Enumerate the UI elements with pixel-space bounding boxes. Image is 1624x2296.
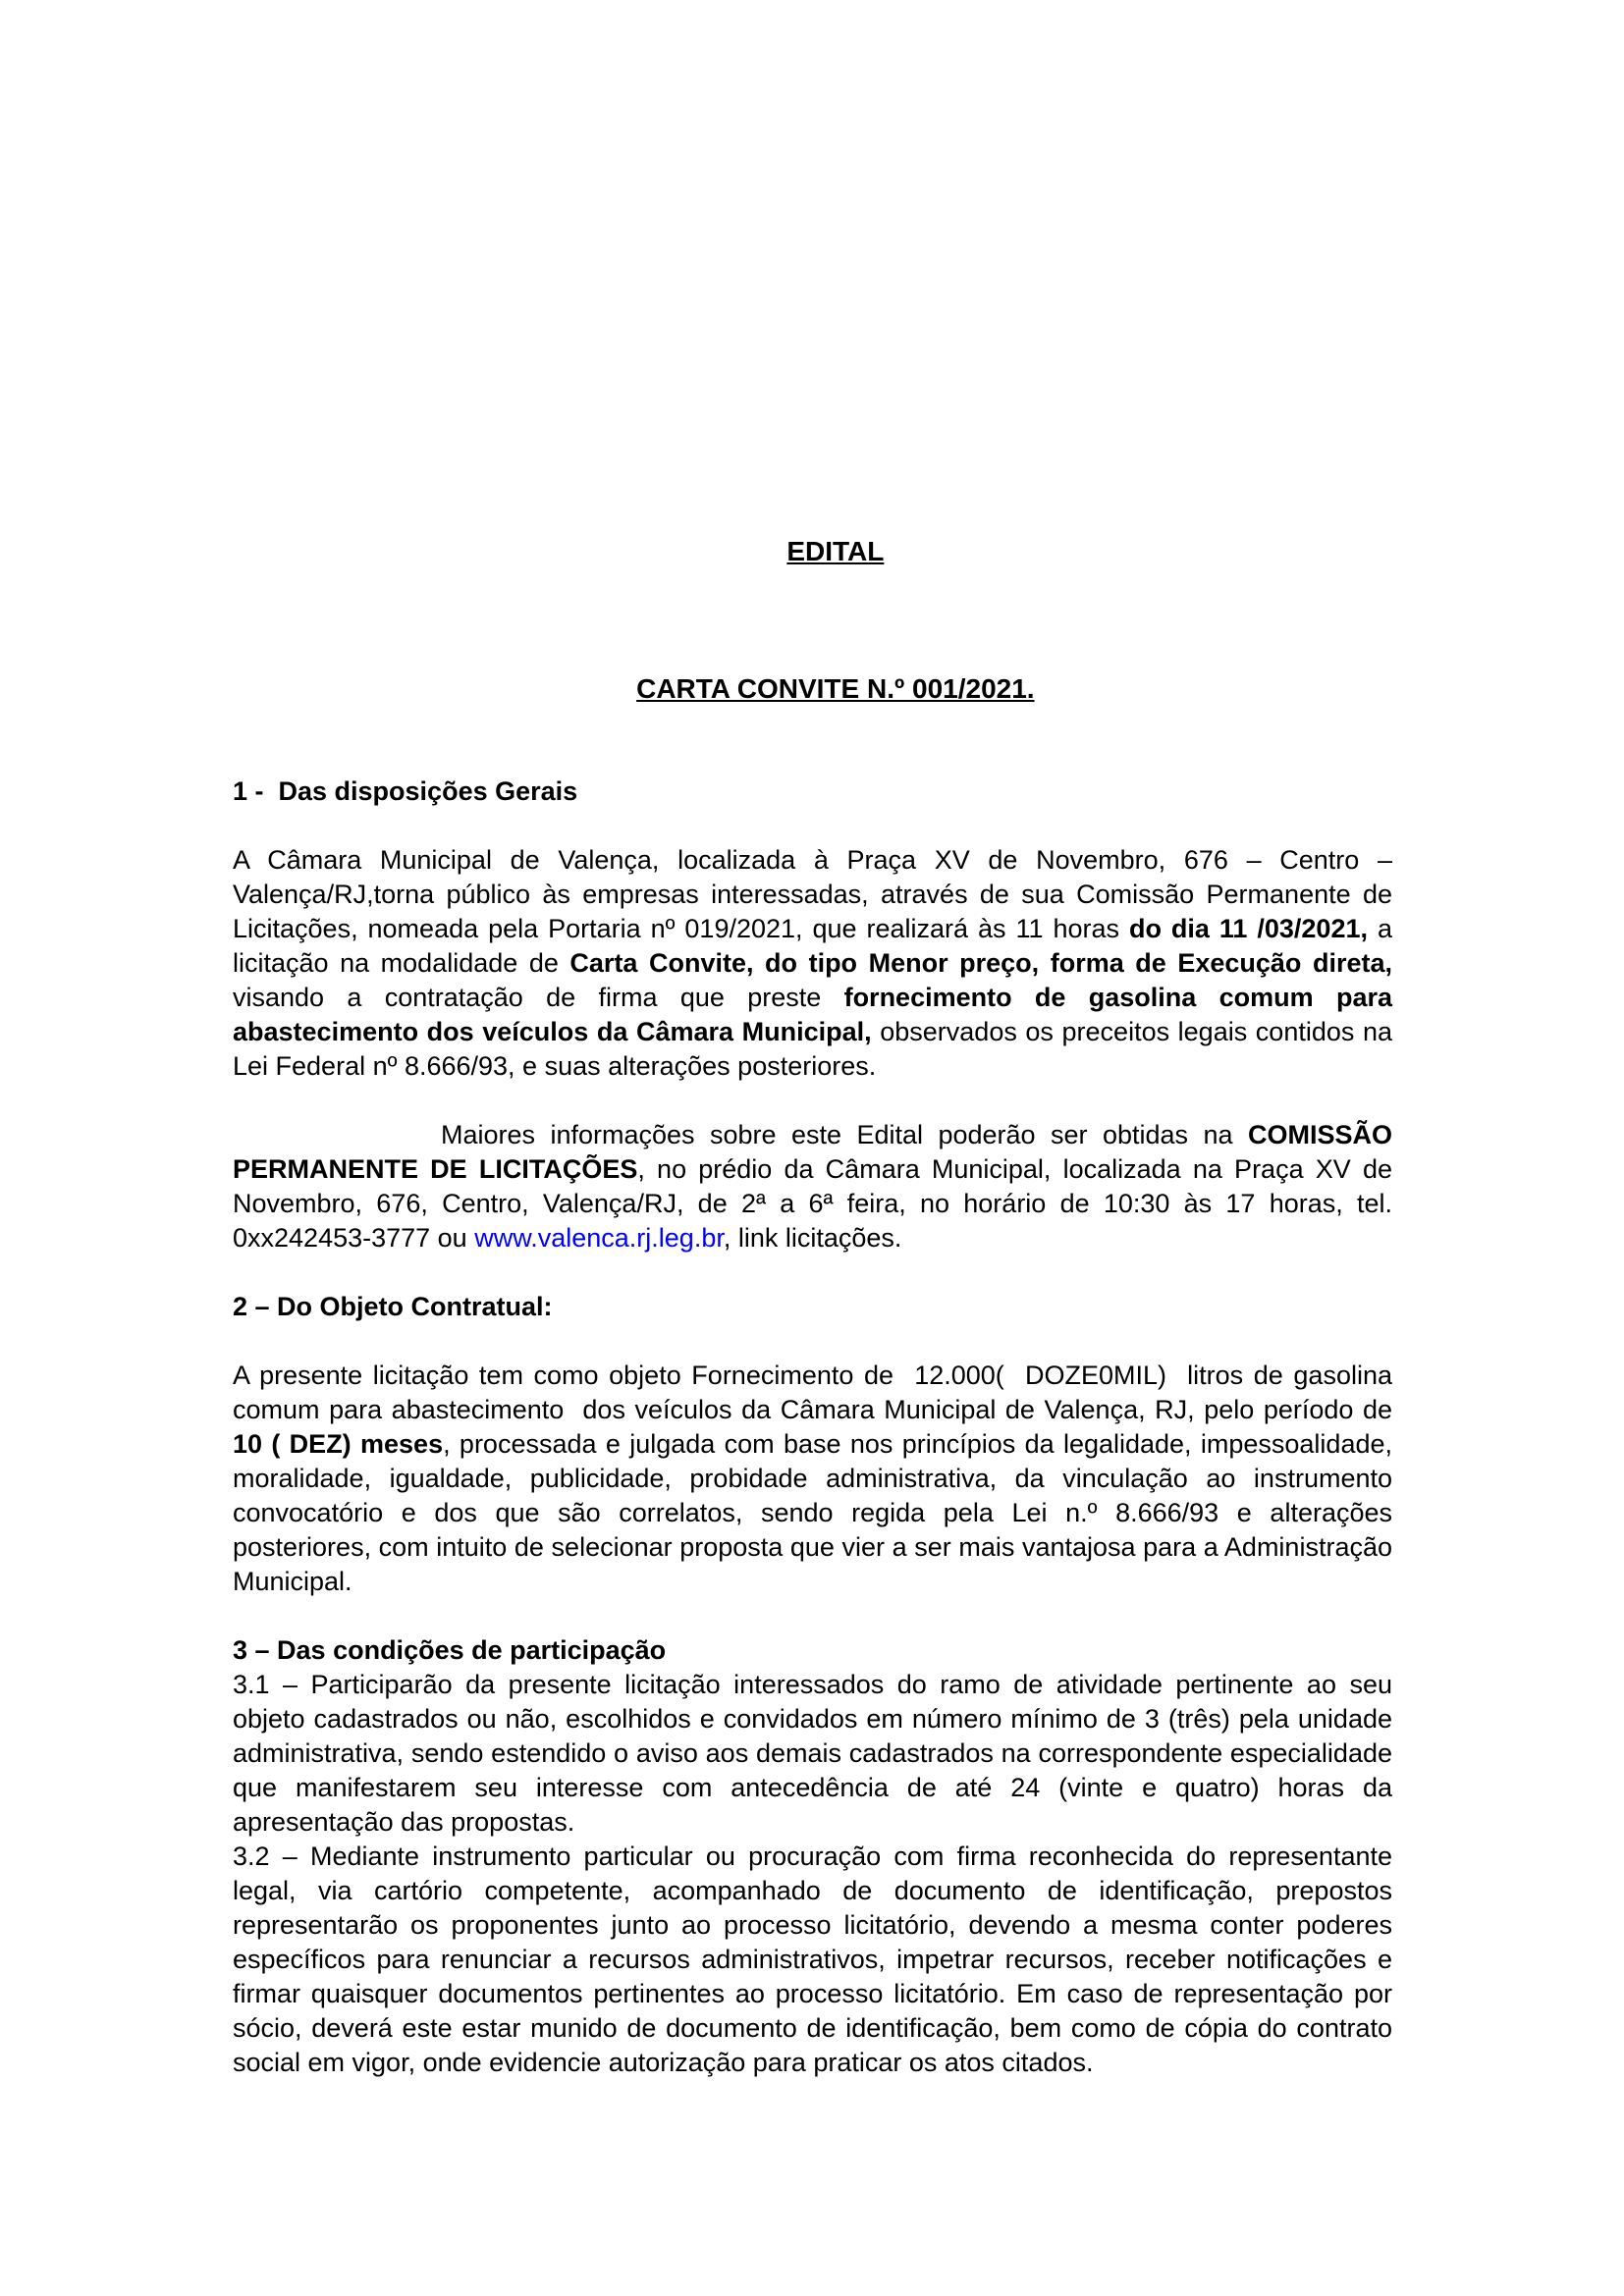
text-run: A Câmara Municipal de Valença, localizada à Praça XV de Novembro, 676 – Centro – Valença/RJ,torna público às empresas interessadas, através de sua Comissão Permanente de Licitações, nomeada pela Portaria nº 019/2021, que realizará às 11 horas <box>233 845 1400 943</box>
doc-subtitle <box>233 637 1392 740</box>
text-run: do dia 11 /03/2021, <box>1128 914 1368 943</box>
info-paragraph <box>233 1118 1400 1255</box>
section-1-heading <box>233 774 1392 809</box>
text-run: fornecimento de gasolina comum para abastecimento dos veículos da Câmara Municipal <box>233 983 1400 1046</box>
section-2-heading <box>233 1290 1392 1324</box>
text-run: observados os preceitos legais contidos na Lei Federal nº 8.666/93, e suas alterações posteriores. <box>233 1017 1400 1081</box>
text-run: A presente licitação tem como objeto Fornecimento de 12.000( DOZE0MIL) litros de gasolina comum para abastecimento dos veículos da Câmara Municipal de Valença, RJ, pelo período de <box>233 1361 1400 1424</box>
text-run: 3 – Das condições de participação <box>233 1635 667 1665</box>
text-run: , <box>864 1017 872 1046</box>
doc-title <box>233 500 1392 603</box>
text-run: a licitação na modalidade de <box>233 914 1400 978</box>
text-run: visando a contratação de firma que preste <box>233 948 1400 1012</box>
section-3-1-paragraph <box>233 1668 1400 1840</box>
document-content <box>233 500 1400 2114</box>
text-run: Maiores informações sobre este Edital poderão ser obtidas na <box>441 1120 1248 1149</box>
text-run: 2 – Do Objeto Contratual: <box>233 1292 553 1321</box>
doc-subtitle-text: CARTA CONVITE N.º 001/2021. <box>636 673 1035 704</box>
text-run: , link licitações. <box>723 1223 902 1253</box>
section-3-heading <box>233 1633 1392 1668</box>
section-2-paragraph <box>233 1359 1400 1599</box>
text-run: , processada e julgada com base nos princípios da legalidade, impessoalidade, moralidade, igualdade, publicidade, probidade administrativa, da vinculação ao instrumento convocatório e dos que são correlatos, sendo regida pela Lei n.º 8.666/93 e alterações posteriores, com intuito de selecionar proposta que vier a ser mais vantajosa para a Administração Municipal. <box>233 1429 1400 1596</box>
section-3-2-paragraph <box>233 1840 1400 2080</box>
text-run: Carta Convite, do tipo Menor preço, forma de Execução direta, <box>569 948 1392 978</box>
doc-title-text: EDITAL <box>786 536 885 566</box>
text-run: 3.1 – Participarão da presente licitação interessados do ramo de atividade pertinente ao seu objeto cadastrados ou não, escolhidos e convidados em número mínimo de 3 (três) pela unidade administrativa, sendo estendido o aviso aos demais cadastrados na correspondente especialidade que manifestarem seu interesse com antecedência de até 24 (vinte e quatro) horas da apresentação das propostas. <box>233 1670 1400 1837</box>
doc-body <box>233 774 1400 2080</box>
website-link[interactable]: www.valenca.rj.leg.br <box>474 1223 724 1253</box>
text-run: , no prédio da Câmara Municipal, localizada na Praça XV de Novembro, 676, Centro, Valença/RJ, de 2ª a 6ª feira, no horário de 10:30 às 17 horas, tel. 0xx242453-3777 ou <box>233 1154 1400 1253</box>
text-run: 3.2 – Mediante instrumento particular ou procuração com firma reconhecida do representante legal, via cartório competente, acompanhado de documento de identificação, prepostos representarão os proponentes junto ao processo licitatório, devendo a mesma conter poderes específicos para renunciar a recursos administrativos, impetrar recursos, receber notificações e firmar quaisquer documentos pertinentes ao processo licitatório. Em caso de representação por sócio, deverá este estar munido de documento de identificação, bem como de cópia do contrato social em vigor, onde evidencie autorização para praticar os atos citados. <box>233 1842 1400 2077</box>
section-1-paragraph <box>233 843 1400 1084</box>
text-run: 1 - Das disposições Gerais <box>233 776 578 806</box>
text-run: 10 ( DEZ) meses <box>233 1429 444 1459</box>
text-run: COMISSÃO PERMANENTE DE LICITAÇÕES <box>233 1120 1400 1184</box>
